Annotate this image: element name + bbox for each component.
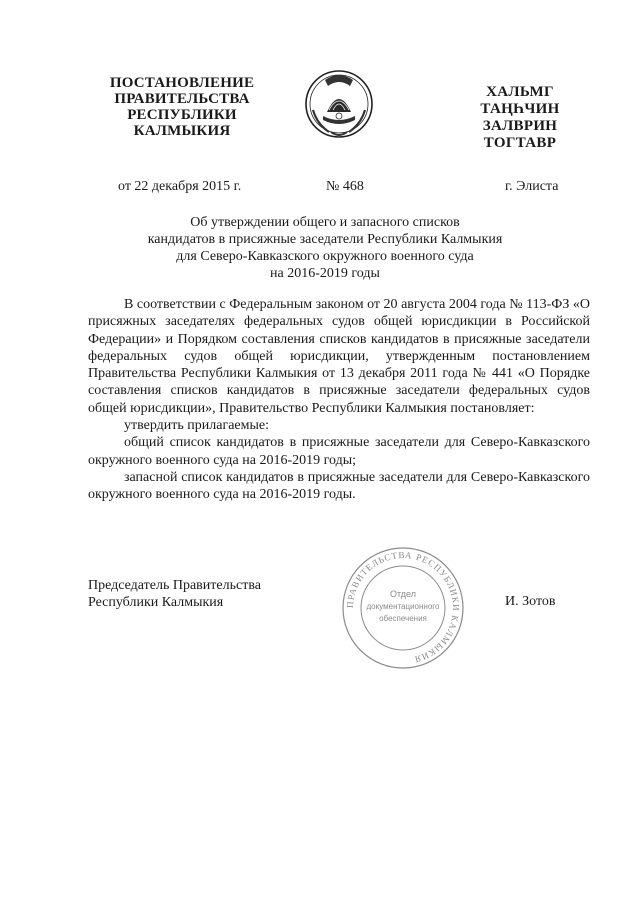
resolve-paragraph: утвердить прилагаемые: — [124, 418, 270, 434]
title-line: для Северо-Кавказского окружного военного суда — [176, 249, 474, 264]
document-city: г. Элиста — [505, 179, 559, 194]
document-number: № 468 — [326, 179, 364, 194]
title-line: кандидатов в присяжные заседатели Республики Калмыкия — [147, 232, 503, 247]
header-right-line: ТОГТАВР — [483, 135, 557, 151]
header-left-line: ПОСТАНОВЛЕНИЕ — [109, 75, 255, 91]
document-date: от 22 декабря 2015 г. — [118, 179, 242, 194]
list-item-general: общий список кандидатов в присяжные заседатели для Северо-Кавказского окружного военного суда на 2016-2019 годы; — [88, 435, 590, 468]
title-line: на 2016-2019 годы — [270, 266, 380, 281]
kalmykia-emblem-icon — [303, 66, 375, 144]
signer-position-line: Председатель Правительства — [88, 578, 261, 593]
header-right-line: ЗАЛВРИН — [482, 118, 558, 134]
header-right-line: ТАҢҺЧИН — [480, 101, 560, 117]
list-item-reserve: запасной список кандидатов в присяжные заседатели для Северо-Кавказского окружного военного суда на 2016-2019 годы. — [88, 469, 590, 503]
title-line: Об утверждении общего и запасного списков — [190, 215, 460, 230]
signer-position — [88, 577, 261, 611]
official-stamp — [340, 545, 466, 671]
stamp-ring-text: ПРАВИТЕЛЬСТВА РЕСПУБЛИКИ КАЛМЫКИЯ — [344, 549, 462, 665]
header-right-line: ХАЛЬМГ — [486, 84, 554, 100]
stamp-center-line: обеспечения — [379, 614, 427, 623]
header-left-title — [92, 75, 272, 139]
header-left-line: РЕСПУБЛИКИ — [127, 107, 237, 123]
document-title — [130, 214, 520, 282]
header-left-line: ПРАВИТЕЛЬСТВА — [114, 91, 250, 107]
stamp-center-line: документационного — [366, 602, 440, 611]
preamble-paragraph: В соответствии с Федеральным законом от 20 августа 2004 года № 113-ФЗ «О присяжных заседателях федеральных судов общей юрисдикции в Российской Федерации» и Порядком составления списков кандидатов в присяжные заседатели федеральных судов общей юрисдикции, утвержденным постановлением Правительства Республики Калмыкия от 13 декабря 2011 года № 441 «О Порядке составления списков кандидатов в присяжные заседатели федеральных судов общей юрисдикции», Правительство Республики Калмыкия постановляет: — [88, 297, 590, 416]
header-left-line: КАЛМЫКИЯ — [133, 123, 231, 139]
document-body — [88, 296, 590, 504]
stamp-center-line: Отдел — [389, 589, 417, 599]
signer-name: И. Зотов — [505, 594, 556, 609]
signer-position-line: Республики Калмыкия — [88, 595, 224, 610]
header-right-title — [470, 84, 570, 152]
